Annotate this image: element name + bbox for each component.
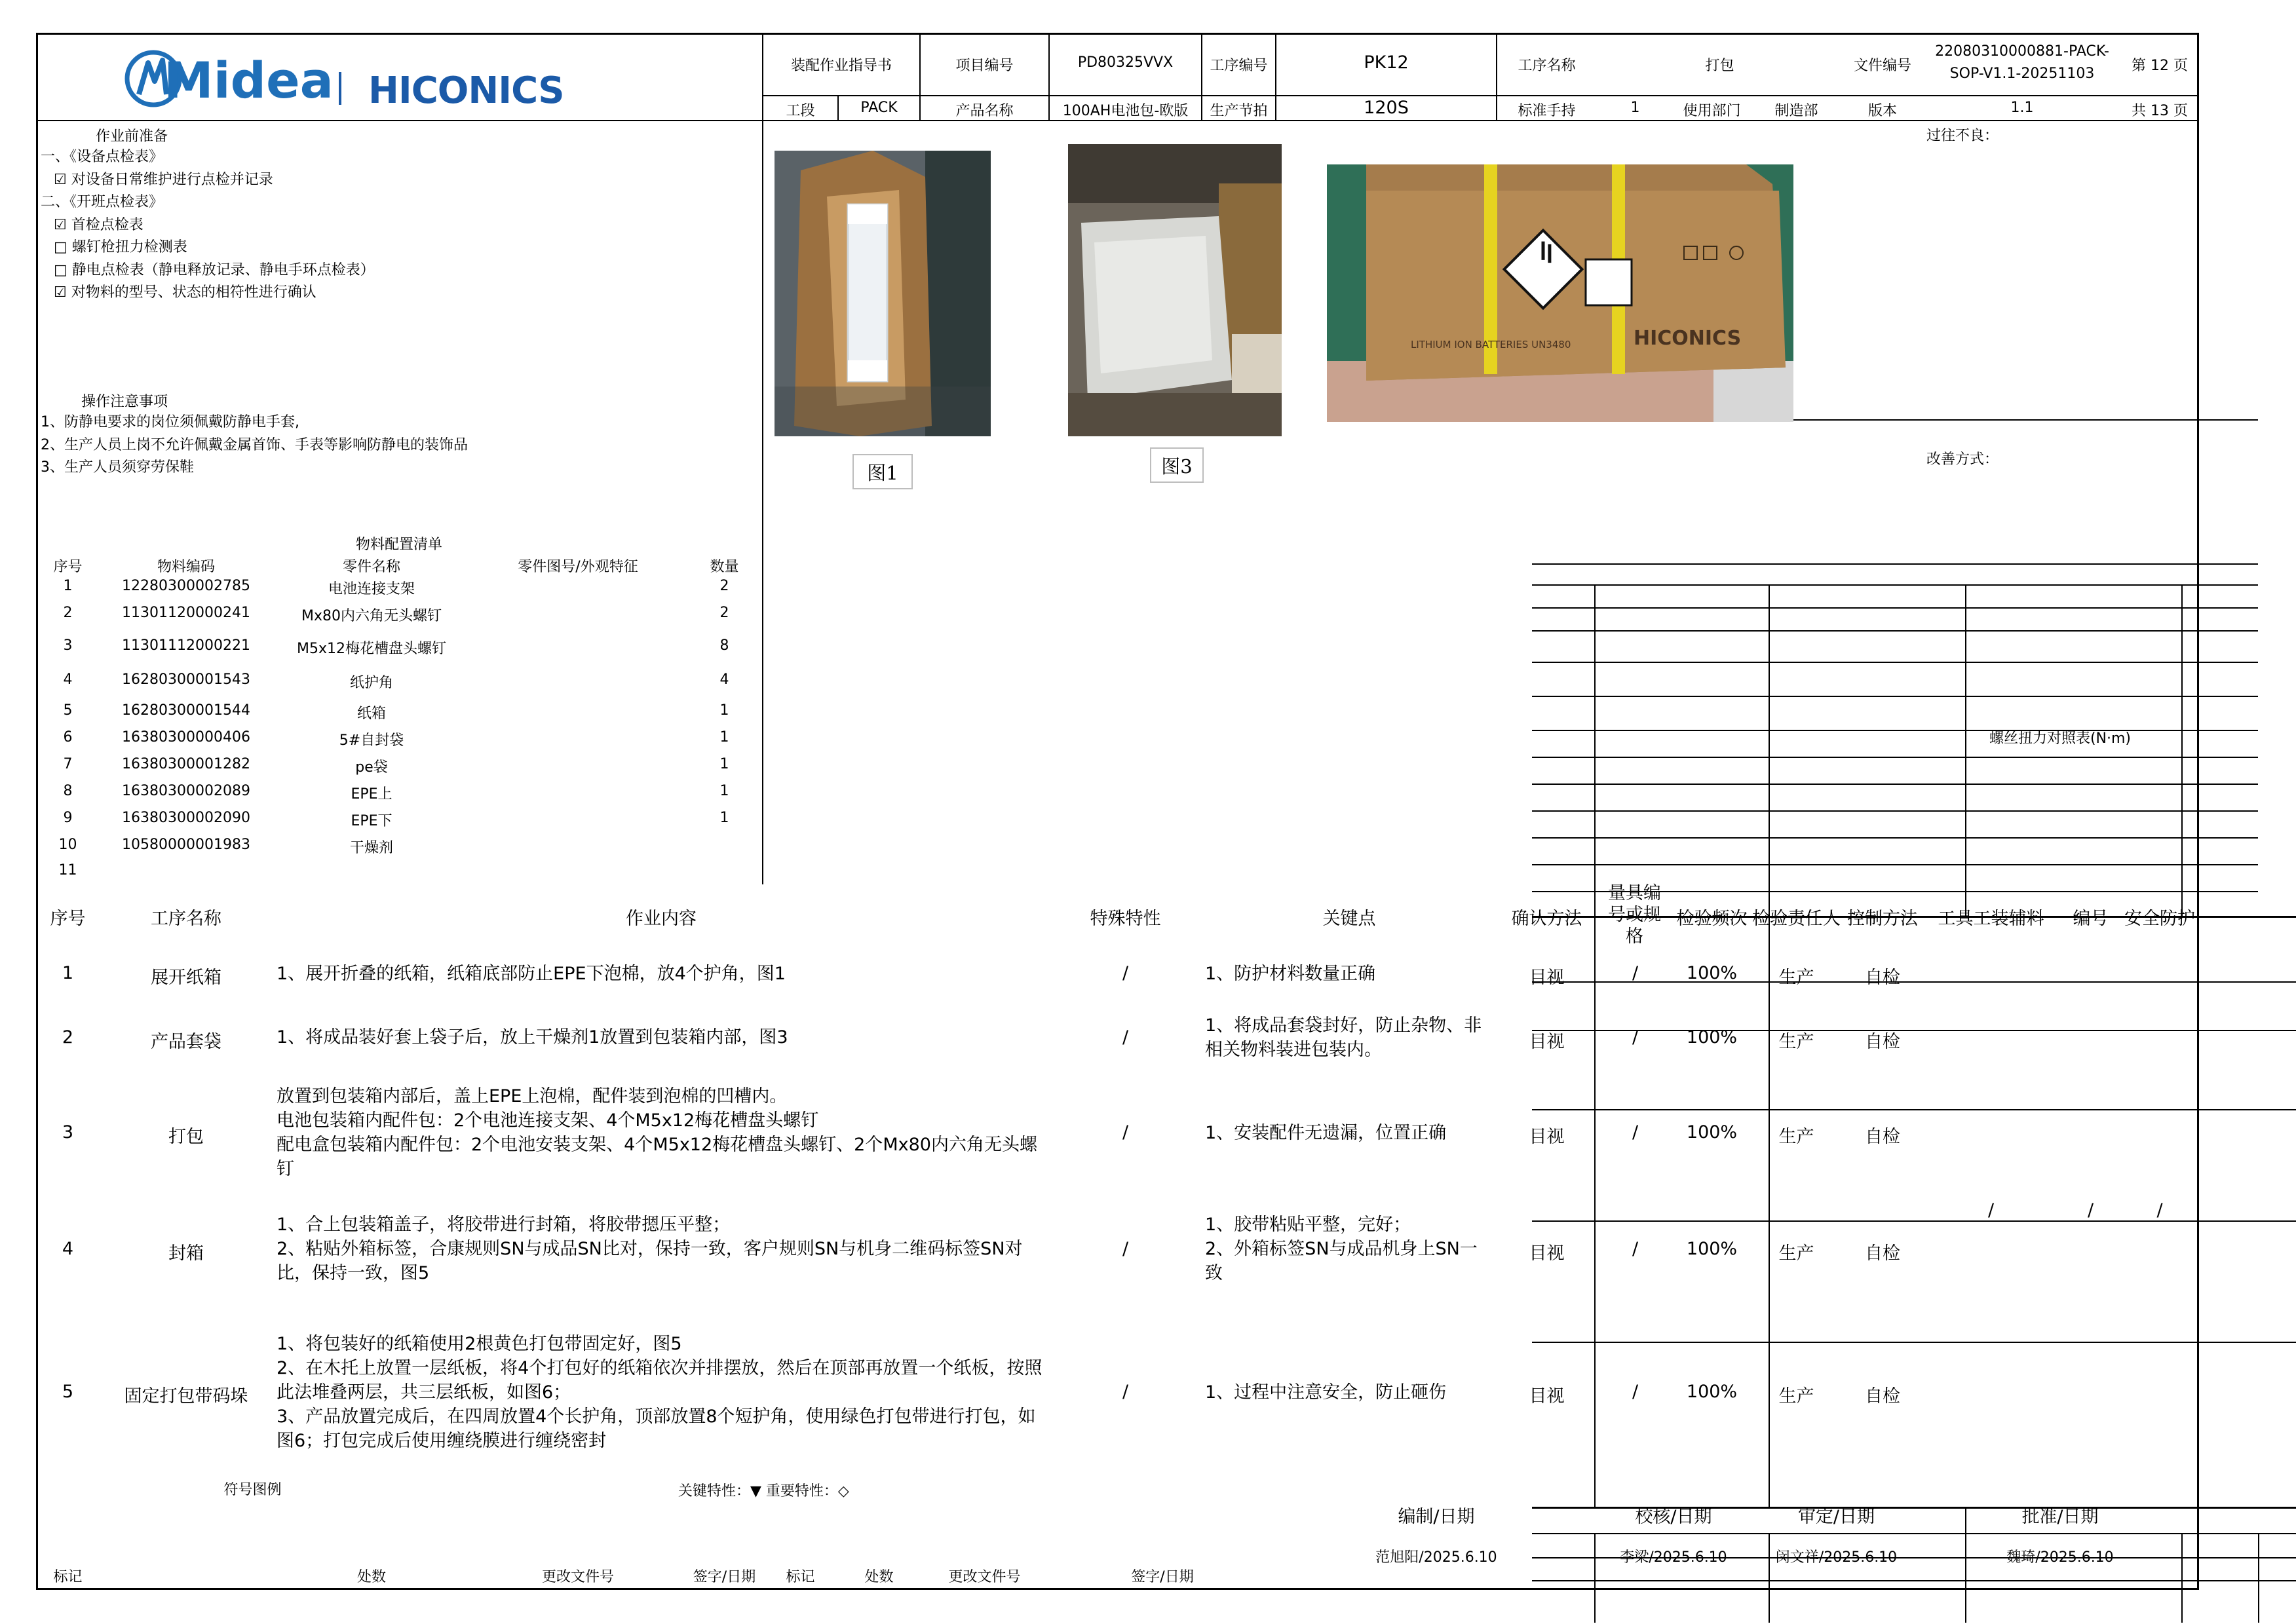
- midea-logo-text: Midea: [164, 51, 334, 109]
- bom-header-cell: 零件图号/外观特征: [518, 559, 638, 575]
- ops-ctrl: 自检: [1865, 1032, 1900, 1052]
- logo-divider: [339, 72, 341, 105]
- ops-header-cell: 确认方法: [1511, 909, 1582, 929]
- prep-line: □ 静电点检表（静电释放记录、静电手环点检表）: [54, 261, 375, 278]
- footer-mark-2: 标记: [786, 1569, 815, 1585]
- ops-key-point: 1、将成品套袋封好，防止杂物、非相关物料装进包装内。: [1205, 1015, 1482, 1060]
- bom-cell: 4: [63, 671, 73, 688]
- ops-header-cell: 编号: [2073, 909, 2109, 929]
- footer-change-doc: 更改文件号: [541, 1569, 614, 1585]
- ops-freq: 100%: [1686, 963, 1738, 983]
- ops-confirm: 目视: [1529, 1243, 1565, 1264]
- ops-resp: 生产: [1778, 1243, 1814, 1264]
- tool-no-value: /: [2087, 1200, 2094, 1220]
- ops-content: 1、展开折叠的纸箱，纸箱底部防止EPE下泡棉，放4个护角，图1: [277, 963, 786, 984]
- note-line: 3、生产人员须穿劳保鞋: [41, 459, 194, 476]
- bom-cell: 纸护角: [349, 675, 393, 691]
- process-name-label: 工序名称: [1518, 58, 1576, 74]
- approve-signature: 魏琦/2025.6.10: [2006, 1549, 2114, 1566]
- ops-header-cell: 工具工装辅料: [1938, 909, 2044, 929]
- ops-confirm: 目视: [1529, 1127, 1565, 1147]
- ops-gauge: /: [1632, 1027, 1639, 1048]
- file-no-line2: SOP-V1.1-20251103: [1949, 66, 2095, 82]
- bom-cell: 8: [719, 637, 729, 654]
- ops-confirm: 目视: [1529, 1032, 1565, 1052]
- ops-freq: 100%: [1686, 1239, 1738, 1259]
- ops-content: 1、将包装好的纸箱使用2根黄色打包带固定好，图5 2、在木托上放置一层纸板，将4个打包好的纸箱依次并排摆放，然后在顶部再放置一个纸板，按照此法堆叠两层，共三层纸板，如图6； 3、产品放置完成后，在四周放置4个长护角，顶部放置8个短护角，使用绿色打包带进行打包，如图6；打包完成后使用缠绕膜进行缠绕密封: [277, 1333, 1043, 1451]
- ops-resp: 生产: [1778, 1127, 1814, 1147]
- ops-key-point: 1、胶带粘贴平整，完好； 2、外箱标签SN与成品机身上SN一致: [1205, 1215, 1478, 1283]
- prep-line: □ 螺钉枪扭力检测表: [54, 239, 187, 255]
- bom-cell: 干燥剂: [349, 840, 393, 856]
- figure-box-photo: [1327, 164, 1793, 422]
- ops-ctrl: 自检: [1865, 1243, 1900, 1264]
- bom-cell: 10580000001983: [122, 837, 250, 853]
- notes-title: 操作注意事项: [81, 394, 168, 410]
- bom-cell: 5#自封袋: [339, 732, 404, 749]
- ops-no: 1: [62, 963, 74, 983]
- tools-value: /: [1987, 1200, 1995, 1220]
- file-no-label: 文件编号: [1853, 58, 1911, 74]
- file-no-line1: 22080310000881-PACK-: [1935, 43, 2109, 60]
- footer-sign-date-2: 签字/日期: [1131, 1569, 1194, 1585]
- bom-cell: 5: [63, 702, 73, 719]
- bom-header-cell: 物料编码: [157, 559, 215, 575]
- bom-cell: 16380300001282: [122, 756, 250, 772]
- ops-resp: 生产: [1778, 968, 1814, 988]
- bom-cell: 1: [719, 810, 729, 826]
- ops-name: 展开纸箱: [151, 968, 221, 988]
- footer-places-2: 处数: [864, 1569, 894, 1585]
- ops-content: 放置到包装箱内部后，盖上EPE上泡棉，配件装到泡棉的凹槽内。 电池包装箱内配件包：2个电池连接支架、4个M5x12梅花槽盘头螺钉 配电盒包装箱内配件包：2个电池安装支架、4个M5x12梅花槽盘头螺钉、2个Mx80内六角无头螺钉: [277, 1086, 1037, 1179]
- section-label: 工段: [786, 103, 815, 119]
- project-no: PD80325VVX: [1077, 54, 1174, 71]
- bom-cell: M5x12梅花槽盘头螺钉: [297, 641, 446, 657]
- bom-cell: 16280300001544: [122, 702, 250, 719]
- ops-gauge: /: [1632, 1382, 1639, 1402]
- bom-cell: 1: [719, 729, 729, 746]
- check-signature: 李梁/2025.6.10: [1620, 1549, 1727, 1566]
- page-number: 第 12 页: [2132, 58, 2188, 74]
- ops-resp: 生产: [1778, 1032, 1814, 1052]
- bom-cell: EPE下: [351, 813, 392, 829]
- bom-cell: 6: [63, 729, 73, 746]
- bom-cell: 11301112000221: [122, 637, 250, 654]
- key-characteristics: 关键特性：▼ 重要特性：◇: [678, 1483, 849, 1500]
- ops-header-cell: 检验频次: [1676, 909, 1748, 929]
- check-label: 校核/日期: [1635, 1507, 1712, 1527]
- bom-cell: 16380300000406: [122, 729, 250, 746]
- ops-header-cell: 工序名称: [151, 909, 221, 929]
- compile-signature: 范旭阳/2025.6.10: [1375, 1549, 1497, 1566]
- ops-key-point: 1、安装配件无遗漏，位置正确: [1205, 1122, 1447, 1143]
- ops-special: /: [1122, 963, 1129, 983]
- bom-cell: 9: [63, 810, 73, 826]
- doc-type: 装配作业指导书: [790, 58, 892, 74]
- footer-mark: 标记: [53, 1569, 83, 1585]
- review-label: 审定/日期: [1797, 1507, 1875, 1527]
- ops-header-cell: 序号: [50, 909, 86, 929]
- bom-cell: 10: [58, 837, 77, 853]
- ops-freq: 100%: [1686, 1382, 1738, 1402]
- ops-no: 3: [62, 1122, 74, 1142]
- ops-confirm: 目视: [1529, 1386, 1565, 1407]
- figure-1-photo: [775, 151, 991, 436]
- version: 1.1: [2010, 100, 2034, 116]
- ops-header-cell: 检验责任人: [1752, 909, 1841, 929]
- ops-key-point: 1、防护材料数量正确: [1205, 963, 1376, 984]
- prep-title: 作业前准备: [96, 128, 168, 145]
- ops-ctrl: 自检: [1865, 1127, 1900, 1147]
- footer-places: 处数: [356, 1569, 386, 1585]
- ops-confirm: 目视: [1529, 968, 1565, 988]
- figure-1-caption: 图1: [852, 454, 913, 489]
- std-label: 标准手持: [1518, 103, 1576, 119]
- ops-content: 1、合上包装箱盖子，将胶带进行封箱，将胶带摁压平整； 2、粘贴外箱标签，合康规则SN与成品SN比对，保持一致，客户规则SN与机身二维码标签SN对比，保持一致，图5: [277, 1215, 1023, 1283]
- box-label-text: LITHIUM ION BATTERIES UN3480: [1411, 339, 1571, 350]
- ops-no: 4: [62, 1239, 74, 1259]
- ops-header-cell: 作业内容: [626, 909, 697, 929]
- bom-cell: 16280300001543: [122, 671, 250, 688]
- bom-cell: 16380300002090: [122, 810, 250, 826]
- approve-label: 批准/日期: [2021, 1507, 2099, 1527]
- bom-title: 物料配置清单: [355, 537, 442, 553]
- ops-gauge: /: [1632, 1239, 1639, 1259]
- process-name: 打包: [1705, 58, 1734, 74]
- bom-header-cell: 零件名称: [342, 559, 400, 575]
- ops-gauge: /: [1632, 1122, 1639, 1142]
- safety-value: /: [2156, 1200, 2163, 1220]
- ops-resp: 生产: [1778, 1386, 1814, 1407]
- ops-name: 固定打包带码垛: [124, 1386, 248, 1407]
- note-line: 1、防静电要求的岗位须佩戴防静电手套,: [41, 414, 299, 430]
- bom-cell: 电池连接支架: [328, 581, 415, 597]
- bom-cell: 16380300002089: [122, 783, 250, 799]
- prep-line: ☑ 首检点检表: [54, 216, 144, 233]
- ops-name: 封箱: [168, 1243, 204, 1264]
- ops-gauge: /: [1632, 963, 1639, 983]
- process-no-label: 工序编号: [1210, 58, 1268, 74]
- ops-no: 5: [62, 1382, 74, 1402]
- bom-cell: 2: [719, 578, 729, 594]
- bom-cell: Mx80内六角无头螺钉: [301, 608, 442, 624]
- ops-no: 2: [62, 1027, 74, 1048]
- bom-cell: 12280300002785: [122, 578, 250, 594]
- defects-label: 过往不良：: [1926, 128, 1999, 144]
- prep-list: [41, 145, 758, 304]
- section: PACK: [860, 100, 898, 116]
- midea-logo: [124, 41, 334, 118]
- ops-special: /: [1122, 1382, 1129, 1402]
- ops-header-cell: 安全防护: [2124, 909, 2195, 929]
- takt-time: 120S: [1364, 98, 1409, 118]
- ops-header-cell: 特殊特性: [1090, 909, 1161, 929]
- ops-ctrl: 自检: [1865, 968, 1900, 988]
- prep-line: ☑ 对物料的型号、状态的相符性进行确认: [54, 284, 316, 301]
- ops-header-cell: 控制方法: [1847, 909, 1918, 929]
- hiconics-logo: HICONICS: [368, 69, 564, 112]
- total-pages: 共 13 页: [2132, 103, 2188, 119]
- product-name: 100AH电池包-欧版: [1062, 103, 1189, 119]
- process-no: PK12: [1364, 52, 1409, 73]
- bom-cell: 纸箱: [356, 706, 386, 722]
- bom-cell: 3: [63, 637, 73, 654]
- ops-content: 1、将成品装好套上袋子后，放上干燥剂1放置到包装箱内部，图3: [277, 1027, 788, 1048]
- bom-header-cell: 数量: [710, 559, 739, 575]
- bom-cell: 1: [719, 783, 729, 799]
- ops-ctrl: 自检: [1865, 1386, 1900, 1407]
- notes-list: [41, 411, 758, 479]
- dept-label: 使用部门: [1683, 103, 1741, 119]
- prep-line: 一、《设备点检表》: [41, 149, 164, 165]
- prep-line: 二、《开班点检表》: [41, 194, 164, 210]
- project-no-label: 项目编号: [955, 58, 1014, 74]
- ops-header-cell: 关键点: [1322, 909, 1376, 929]
- product-label: 产品名称: [955, 103, 1014, 119]
- bom-header-cell: 序号: [53, 559, 83, 575]
- bom-cell: 1: [63, 578, 73, 594]
- compile-label: 编制/日期: [1398, 1507, 1475, 1527]
- review-signature: 闵文祥/2025.6.10: [1775, 1549, 1898, 1566]
- version-label: 版本: [1867, 103, 1897, 119]
- takt-label: 生产节拍: [1210, 103, 1268, 119]
- ops-freq: 100%: [1686, 1122, 1738, 1142]
- bom-cell: 8: [63, 783, 73, 799]
- prep-line: ☑ 对设备日常维护进行点检并记录: [54, 171, 273, 188]
- figure-3-photo: [1068, 144, 1282, 436]
- bom-cell: 1: [719, 756, 729, 772]
- std-value: 1: [1630, 100, 1640, 116]
- bom-cell: 7: [63, 756, 73, 772]
- box-brand-text: HICONICS: [1634, 327, 1742, 350]
- bom-cell: pe袋: [355, 759, 388, 776]
- bom-cell: 11301120000241: [122, 605, 250, 621]
- bom-cell: 11: [58, 862, 77, 878]
- bom-cell: 2: [63, 605, 73, 621]
- ops-name: 打包: [168, 1127, 204, 1147]
- improve-label: 改善方式：: [1926, 451, 1999, 468]
- ops-special: /: [1122, 1239, 1129, 1259]
- figure-3-caption: 图3: [1150, 447, 1204, 483]
- bom-cell: 4: [719, 671, 729, 688]
- ops-freq: 100%: [1686, 1027, 1738, 1048]
- ops-special: /: [1122, 1122, 1129, 1142]
- torque-table-title: 螺丝扭力对照表(N·m): [1989, 730, 2132, 747]
- ops-header-cell: 量具编号或规格: [1608, 883, 1661, 947]
- ops-name: 产品套袋: [151, 1032, 221, 1052]
- bom-cell: 2: [719, 605, 729, 621]
- legend-label: 符号图例: [223, 1482, 282, 1498]
- bom-cell: EPE上: [351, 786, 392, 803]
- footer-sign-date: 签字/日期: [693, 1569, 756, 1585]
- ops-key-point: 1、过程中注意安全，防止砸伤: [1205, 1382, 1447, 1403]
- bom-cell: 1: [719, 702, 729, 719]
- company-logo: [124, 41, 564, 118]
- dept: 制造部: [1774, 103, 1818, 119]
- note-line: 2、生产人员上岗不允许佩戴金属首饰、手表等影响防静电的装饰品: [41, 436, 468, 453]
- footer-change-doc-2: 更改文件号: [948, 1569, 1021, 1585]
- ops-special: /: [1122, 1027, 1129, 1048]
